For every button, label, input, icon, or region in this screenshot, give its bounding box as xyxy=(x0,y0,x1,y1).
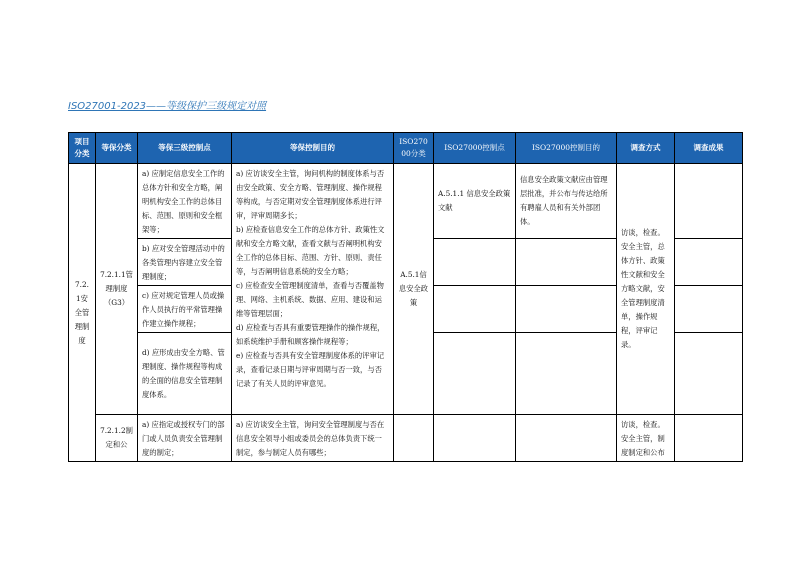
iso-control-purpose-cell: 信息安全政策文献应由管理层批准，并公布与传达给所有聘雇人员和有关外部团体。 xyxy=(516,164,617,239)
purpose-item: e) 应检查与否具有安全管理制度体系的评审记录，查看记录日期与评审周期与否一致，与否记录了有关人员的评审意见。 xyxy=(236,351,385,388)
iso-control-point-cell: A.5.1.1 信息安全政策文献 xyxy=(434,164,516,239)
iso-control-purpose-cell xyxy=(516,286,617,333)
survey-result-cell xyxy=(675,415,743,462)
document-title: ISO27001-2023——等级保护三级规定对照 xyxy=(68,101,267,112)
control-point-b: b) 应对安全管理活动中的各类管理内容建立安全管理制度； xyxy=(138,239,232,286)
iso-control-point-cell xyxy=(434,239,516,286)
purpose-item: a) 应访谈安全主管，询问机构的制度体系与否由安全政策、安全方略、管理制度、操作规程等构成，与否定期对安全管理制度体系进行评审，评审周期多长； xyxy=(236,169,385,220)
header-iso-control-purpose: ISO27000控制目的 xyxy=(516,133,617,164)
iso-control-point-cell xyxy=(434,333,516,415)
control-purpose-cell: a) 应访谈安全主管，询问安全管理制度与否在信息安全领导小组或委员会的总体负责下统一制定，参与制定人员有哪些； xyxy=(232,415,394,462)
purpose-item: d) 应检查与否具有重要管理操作的操作规程，如系统维护手册和顾客操作规程等； xyxy=(236,323,385,346)
iso-control-purpose-cell xyxy=(516,239,617,286)
survey-result-cell xyxy=(675,333,743,415)
comparison-table xyxy=(68,132,743,462)
header-project-class: 项目分类 xyxy=(69,133,96,164)
iso-class-cell: A.5.1信息安全政策 xyxy=(394,164,434,415)
header-grade-control-point: 等保三级控制点 xyxy=(138,133,232,164)
grade-class-cell: 7.2.1.1管理制度（G3） xyxy=(96,164,138,415)
purpose-item: c) 应检查安全管理制度清单，查看与否覆盖物理、网络、主机系统、数据、应用、建设和运维等管理层面； xyxy=(236,281,384,318)
header-grade-control-purpose: 等保控制目的 xyxy=(232,133,394,164)
header-iso-control-point: ISO27000控制点 xyxy=(434,133,516,164)
survey-result-cell xyxy=(675,286,743,333)
header-iso-class: ISO27000分类 xyxy=(394,133,434,164)
header-survey-method: 调查方式 xyxy=(617,133,675,164)
header-survey-result: 调查成果 xyxy=(675,133,743,164)
table-row xyxy=(69,164,743,239)
header-row xyxy=(69,133,743,164)
purpose-item: b) 应检查信息安全工作的总体方针、政策性文献和安全方略文献，查看文献与否阐明机构安全工作的总体目标、范围、方针、原则、责任等，与否阐明信息系统的安全方略； xyxy=(236,225,385,276)
survey-result-cell xyxy=(675,239,743,286)
survey-method-cell: 访谈，检查。安全主管，制度制定和公布 xyxy=(617,415,675,462)
control-point-c: c) 应对规定管理人员或操作人员执行的平常管理操作建立操作规程； xyxy=(138,286,232,333)
project-class-cell: 7.2.1安全管理制度 xyxy=(69,164,96,462)
control-point-e: a) 应指定或授权专门的部门或人员负责安全管理制度的制定； xyxy=(138,415,232,462)
grade-class-cell: 7.2.1.2制定和公 xyxy=(96,415,138,462)
control-point-d: d) 应形成由安全方略、管理制度、操作规程等构成的全面的信息安全管理制度体系。 xyxy=(138,333,232,415)
header-grade-class: 等保分类 xyxy=(96,133,138,164)
table-row xyxy=(69,415,743,462)
iso-control-purpose-cell xyxy=(516,333,617,415)
iso-class-cell xyxy=(394,415,434,462)
iso-control-point-cell xyxy=(434,286,516,333)
survey-result-cell xyxy=(675,164,743,239)
control-purpose-cell xyxy=(232,164,394,415)
control-point-a: a) 应制定信息安全工作的总体方针和安全方略，阐明机构安全工作的总体目标、范围、原则和安全框架等； xyxy=(138,164,232,239)
iso-control-point-cell xyxy=(434,415,516,462)
iso-control-purpose-cell xyxy=(516,415,617,462)
survey-method-cell: 访谈，检查。安全主管，总体方针、政策性文献和安全方略文献，安全管理制度清单，操作规程，评审记录。 xyxy=(617,164,675,415)
